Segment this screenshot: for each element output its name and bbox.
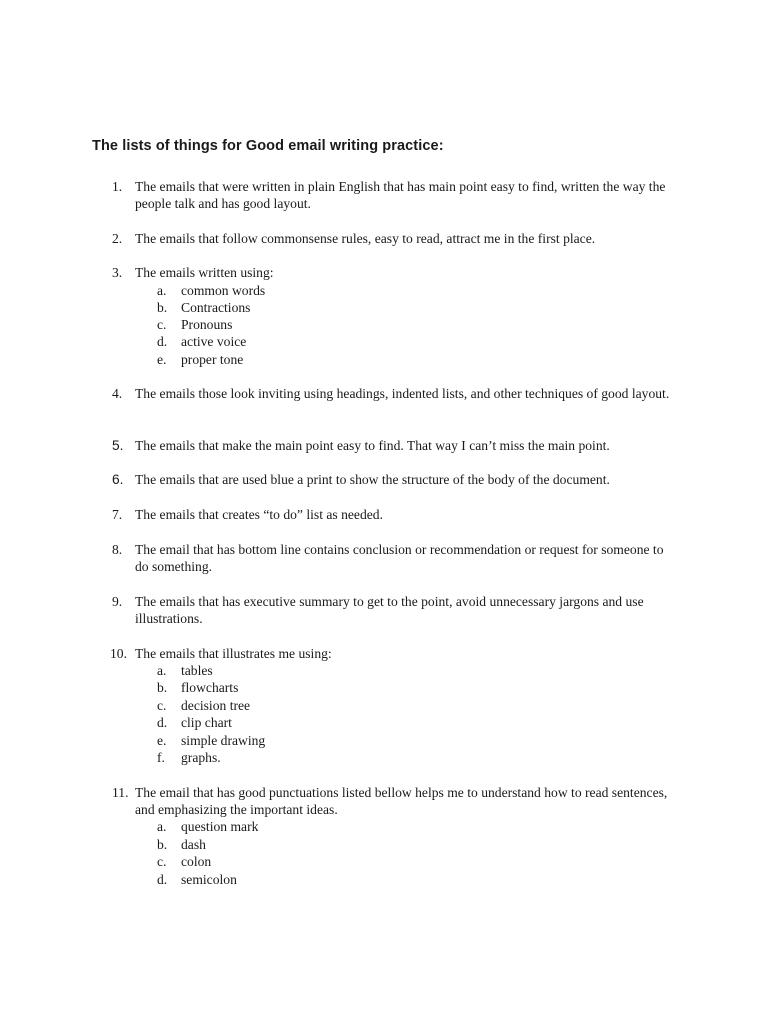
sublist-text: tables [181, 663, 213, 678]
sublist-letter: f. [157, 750, 165, 765]
sublist-text: decision tree [181, 698, 251, 713]
sublist-letter: b. [157, 680, 168, 695]
sublist-text: Contractions [181, 300, 251, 315]
item-number: 1. [112, 179, 123, 194]
sublist-text: proper tone [181, 352, 244, 367]
item-number: 9. [112, 594, 123, 609]
item-text [135, 645, 675, 662]
sublist-text: graphs. [181, 750, 221, 765]
sublist-text: semicolon [181, 872, 237, 887]
item-text: The emails that follow commonsense rules, easy to read, attract me in the first place. [135, 231, 596, 246]
item-number: 6. [112, 472, 124, 487]
sublist-letter: d. [157, 872, 168, 887]
sublist-letter: b. [157, 300, 168, 315]
sublist-letter: a. [157, 283, 167, 298]
sublist-text: simple drawing [181, 733, 266, 748]
sublist-letter: c. [157, 854, 167, 869]
sublist-letter: d. [157, 334, 168, 349]
sublist-text: Pronouns [181, 317, 233, 332]
document-title: The lists of things for Good email writing practice: [92, 138, 444, 154]
sublist-text: active voice [181, 334, 247, 349]
item-number: 2. [112, 231, 123, 246]
sublist-text: flowcharts [181, 680, 239, 695]
item-number: 8. [112, 542, 123, 557]
sublist-text: question mark [181, 819, 259, 834]
sublist-text: dash [181, 837, 206, 852]
sublist-letter: c. [157, 317, 167, 332]
item-text: The emails that creates “to do” list as needed. [135, 507, 383, 522]
item-text: The email that has good punctuations listed bellow helps me to understand how to read sentences, and emphasizing the important ideas. [135, 785, 668, 818]
item-number: 7. [112, 507, 123, 522]
sublist-letter: a. [157, 819, 167, 834]
item-text-content: The emails that illustrates me using: [135, 646, 332, 661]
item-number: 11. [112, 785, 129, 800]
sublist-letter: e. [157, 352, 167, 367]
sublist-text: colon [181, 854, 212, 869]
sublist-letter: d. [157, 715, 168, 730]
item-text: The emails that make the main point easy to find. That way I can’t miss the main point. [135, 438, 610, 453]
item-text: The emails that are used blue a print to show the structure of the body of the document. [135, 472, 610, 487]
item-text: The emails written using: [135, 265, 274, 280]
sublist-text: clip chart [181, 715, 232, 730]
sublist-letter: b. [157, 837, 168, 852]
sublist-text: common words [181, 283, 266, 298]
item-text: The emails that has executive summary to get to the point, avoid unnecessary jargons and use illustrations. [135, 594, 644, 627]
sublist-letter: a. [157, 663, 167, 678]
item-text: The emails that were written in plain English that has main point easy to find, written the way the people talk and has good layout. [135, 179, 666, 212]
item-text: The emails those look inviting using headings, indented lists, and other techniques of good layout. [135, 386, 670, 401]
item-number: 5. [112, 438, 124, 453]
sublist-letter: c. [157, 698, 167, 713]
item-number: 4. [112, 386, 123, 401]
item-text: The email that has bottom line contains conclusion or recommendation or request for someone to do something. [135, 542, 664, 575]
sublist-letter: e. [157, 733, 167, 748]
item-number: 3. [112, 265, 123, 280]
item-number: 10. [110, 646, 127, 661]
